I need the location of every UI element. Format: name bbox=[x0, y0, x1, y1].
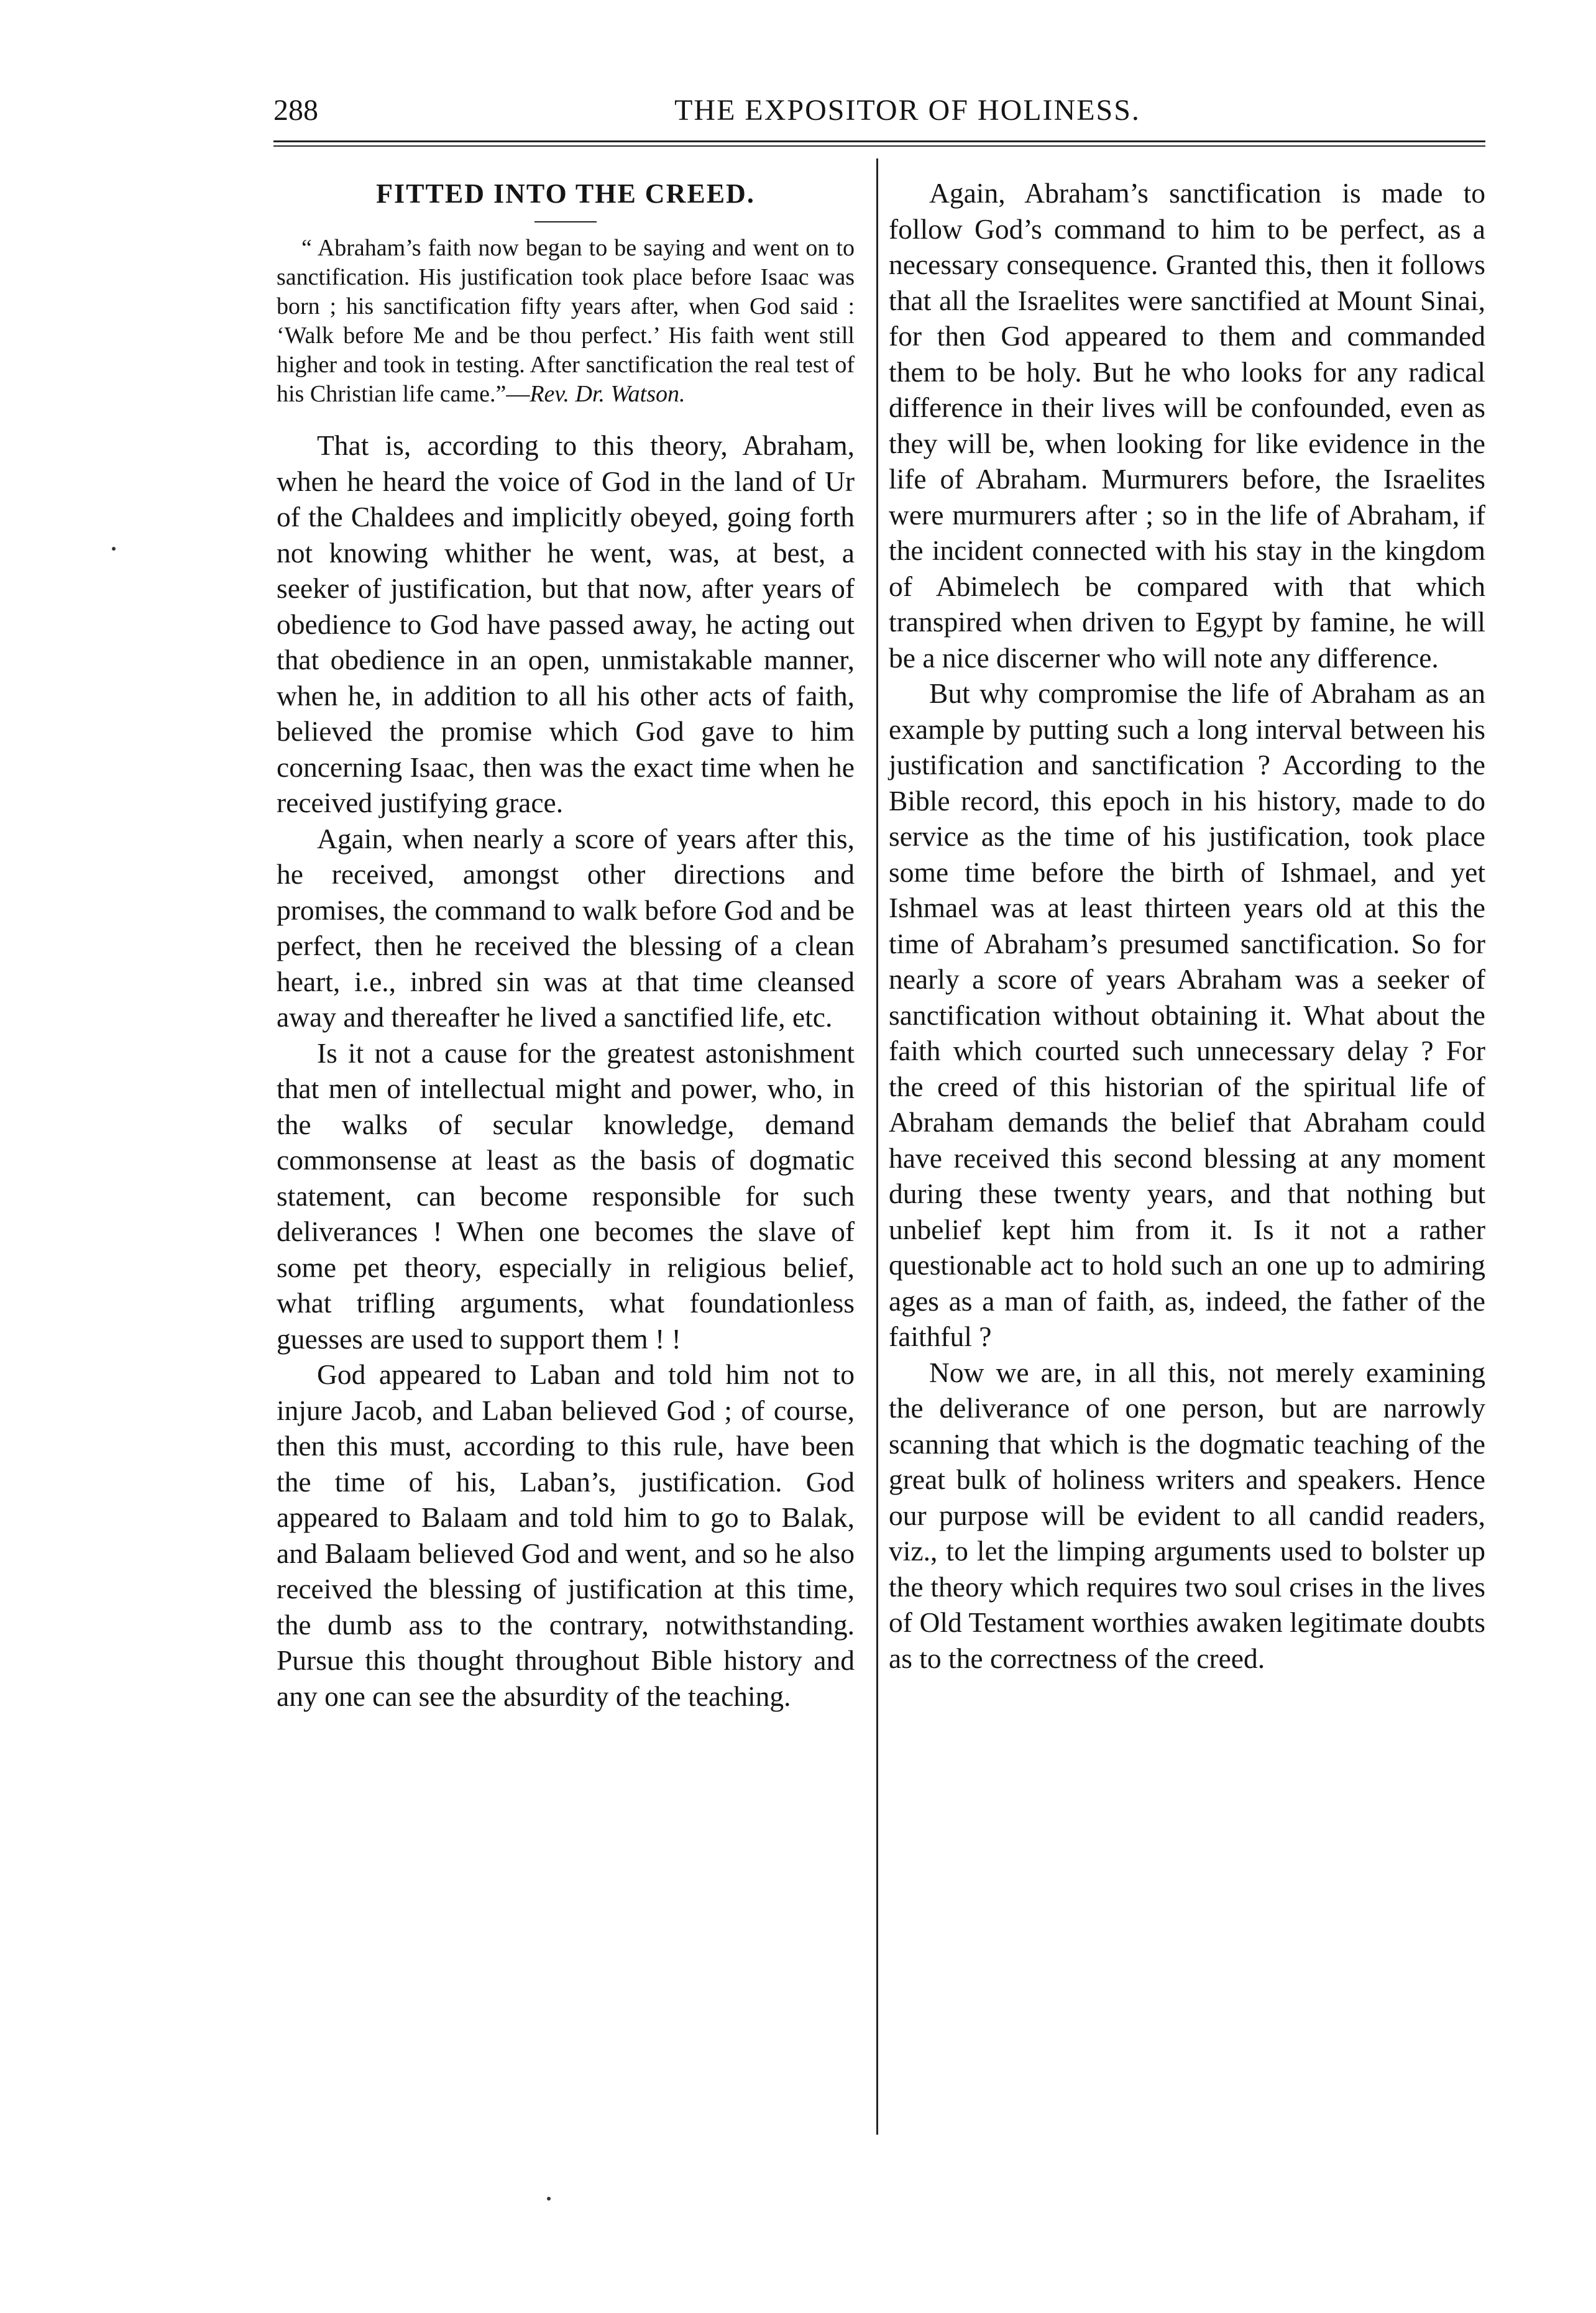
body-paragraph: But why compromise the life of Abraham as an example by putting such a long interval between his justification and sanctification ? According to the Bible record, this epoch in his history, made to do service as the time of his justification, took place some time before the birth of Ishmael, and yet Ishmael was at least thirteen years old at this the time of Abraham’s presumed sanctification. So for nearly a score of years Abraham was a seeker of sanctification without obtaining it. What about the faith which courted such unnecessary delay ? For the creed of this historian of the spiritual life of Abraham demands the belief that Abraham could have received this second blessing at any moment during these twenty years, and that nothing but unbelief kept him from it. Is it not a rather questionable act to hold such an one up to admiring ages as a man of faith, as, indeed, the father of the faithful ? bbox=[889, 677, 1485, 1352]
body-paragraph: Now we are, in all this, not merely examining the deliverance of one person, but are narrowly scanning that which is the dogmatic teaching of the great bulk of holiness writers and speakers. Hence our purpose will be evident to all candid readers, viz., to let the limping arguments used to bolster up the theory which requires two soul crises in the lives of Old Testament worthies awaken legitimate doubts as to the correctness of the creed. bbox=[889, 1356, 1485, 1674]
print-speck bbox=[547, 2197, 551, 2201]
page-number: 288 bbox=[273, 94, 318, 127]
print-speck bbox=[112, 547, 116, 551]
header-rule-thin bbox=[273, 145, 1485, 147]
running-title: THE EXPOSITOR OF HOLINESS. bbox=[674, 94, 1140, 127]
right-column bbox=[889, 175, 1485, 1676]
page-header bbox=[273, 93, 1485, 137]
column-divider bbox=[876, 158, 878, 2135]
title-rule bbox=[534, 221, 597, 222]
body-paragraph: God appeared to Laban and told him not to injure Jacob, and Laban believed God ; of course, then this must, according to this rule, have been the time of his, Laban’s, justification. God appeared to Balaam and told him to go to Balak, and Balaam believed God and went, and so he also received the blessing of justification at this time, the dumb ass to the contrary, notwithstanding. Pursue this thought throughout Bible history and any one can see the absurdity of the teaching. bbox=[277, 1358, 855, 1712]
epigraph-text: “ Abraham’s faith now began to be saying and went on to sanctification. His justification took place before Isaac was born ; his sanctification fifty years after, when God said : ‘Walk before Me and be thou perfect.’ His faith went still higher and took in testing. After sanctification the real test of his Christian life came.”— bbox=[277, 235, 855, 407]
body-paragraph: Is it not a cause for the greatest astonishment that men of intellectual might and power, who, in the walks of secular knowledge, demand commonsense at least as the basis of dogmatic statement, can become responsible for such deliverances ! When one becomes the slave of some pet theory, especially in religious belief, what trifling arguments, what foundationless guesses are used to support them ! ! bbox=[277, 1037, 855, 1355]
epigraph-attribution: Rev. Dr. Watson. bbox=[530, 381, 686, 407]
epigraph-quote bbox=[277, 234, 855, 409]
body-paragraph: Again, when nearly a score of years after this, he received, amongst other directions and promises, the command to walk before God and be perfect, then he received the blessing of a clean heart, i.e., inbred sin was at that time cleansed away and thereafter he lived a sanctified life, etc. bbox=[277, 822, 855, 1033]
left-column bbox=[277, 175, 855, 1714]
article-title: FITTED INTO THE CREED. bbox=[376, 178, 755, 209]
body-paragraph: That is, according to this theory, Abraham, when he heard the voice of God in the land of Ur of the Chaldees and implicitly obeyed, going forth not knowing whither he went, was, at best, a seeker of justification, but that now, after years of obedience to God have passed away, he acting out that obedience in an open, unmistakable manner, when he, in addition to all his other acts of faith, believed the promise which God gave to him concerning Isaac, then was the exact time when he received justifying grace. bbox=[277, 429, 855, 818]
header-rule-thick bbox=[273, 140, 1485, 142]
body-paragraph: Again, Abraham’s sanctification is made to follow God’s command to him to be perfect, as a necessary consequence. Granted this, then it follows that all the Israelites were sanctified at Mount Sinai, for then God appeared to them and commanded them to be holy. But he who looks for any radical difference in their lives will be confounded, even as they will be, when looking for like evidence in the life of Abraham. Murmurers before, the Israelites were murmurers after ; so in the life of Abraham, if the incident connected with his stay in the kingdom of Abimelech be compared with that which transpired when driven to Egypt by famine, he will be a nice discerner who will note any difference. bbox=[889, 177, 1485, 674]
